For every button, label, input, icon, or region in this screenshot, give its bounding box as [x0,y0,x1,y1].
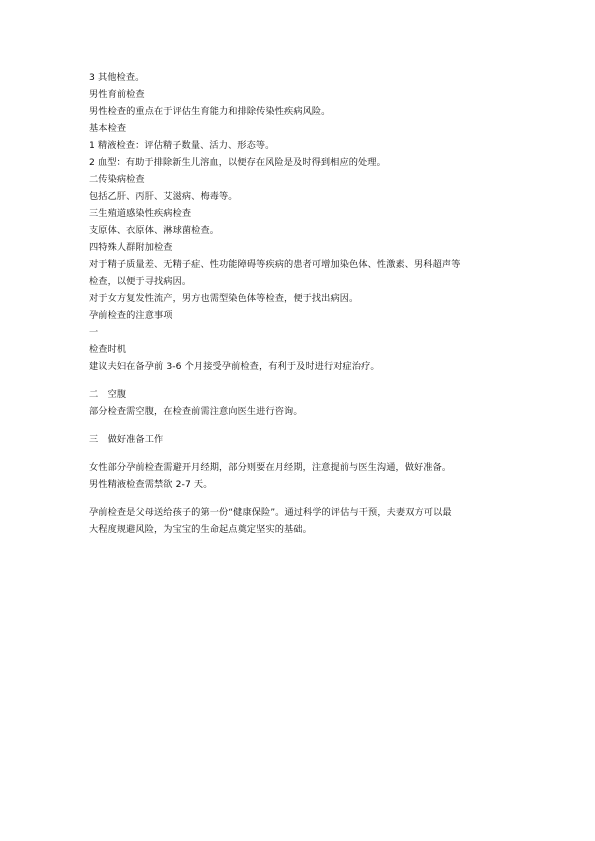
heading-fasting: 二 空腹 [89,389,127,400]
text-line-fasting-advice: 部分检查需空腹，在检查前需注意向医生进行咨询。 [89,406,303,417]
heading-exam-timing: 检查时机 [89,344,127,355]
heading-special-population: 四特殊人群附加检查 [89,242,173,253]
heading-preparation: 三 做好准备工作 [89,434,164,445]
text-line-semen-exam: 1 精液检查：评估精子数量、活力、形态等。 [89,140,275,151]
text-line-sperm-quality: 对于精子质量差、无精子症、性功能障碍等疾病的患者可增加染色体、性激素、男科超声等 [89,259,461,270]
text-line-blood-type: 2 血型：有助于排除新生儿溶血，以便存在风险是及时得到相应的处理。 [89,157,386,168]
text-line-timing-advice: 建议夫妇在备孕前 3-6 个月接受孕前检查，有利于及时进行对症治疗。 [89,361,380,372]
text-line-male-abstinence: 男性精液检查需禁欲 2-7 天。 [89,479,213,490]
text-line-conclusion-2: 大程度规避风险，为宝宝的生命起点奠定坚实的基础。 [89,524,312,535]
text-line-find-cause: 检查，以便于寻找病因。 [89,276,192,287]
text-line-female-menstrual: 女性部分孕前检查需避开月经期，部分则要在月经期，注意提前与医生沟通，做好准备。 [89,462,452,473]
section-number-one: 一 [89,327,99,338]
heading-precautions: 孕前检查的注意事项 [89,310,173,321]
text-line-pathogen-exam: 支原体、衣原体、淋球菌检查。 [89,225,220,236]
heading-infectious-disease: 二传染病检查 [89,174,145,185]
text-line-other-exams: 3 其他检查。 [89,72,145,83]
text-line-recurrent-miscarriage: 对于女方复发性流产，男方也需型染色体等检查，便于找出病因。 [89,293,359,304]
text-line-male-focus: 男性检查的重点在于评估生育能力和排除传染性疾病风险。 [89,106,331,117]
heading-male-prepregnancy: 男性育前检查 [89,89,145,100]
text-line-conclusion-1: 孕前检查是父母送给孩子的第一份“健康保险”。通过科学的评估与干预，夫妻双方可以最 [89,507,452,518]
text-line-infectious-list: 包括乙肝、丙肝、艾滋病、梅毒等。 [89,191,238,202]
heading-basic-exam: 基本检查 [89,123,127,134]
heading-genital-infection: 三生殖道感染性疾病检查 [89,208,192,219]
